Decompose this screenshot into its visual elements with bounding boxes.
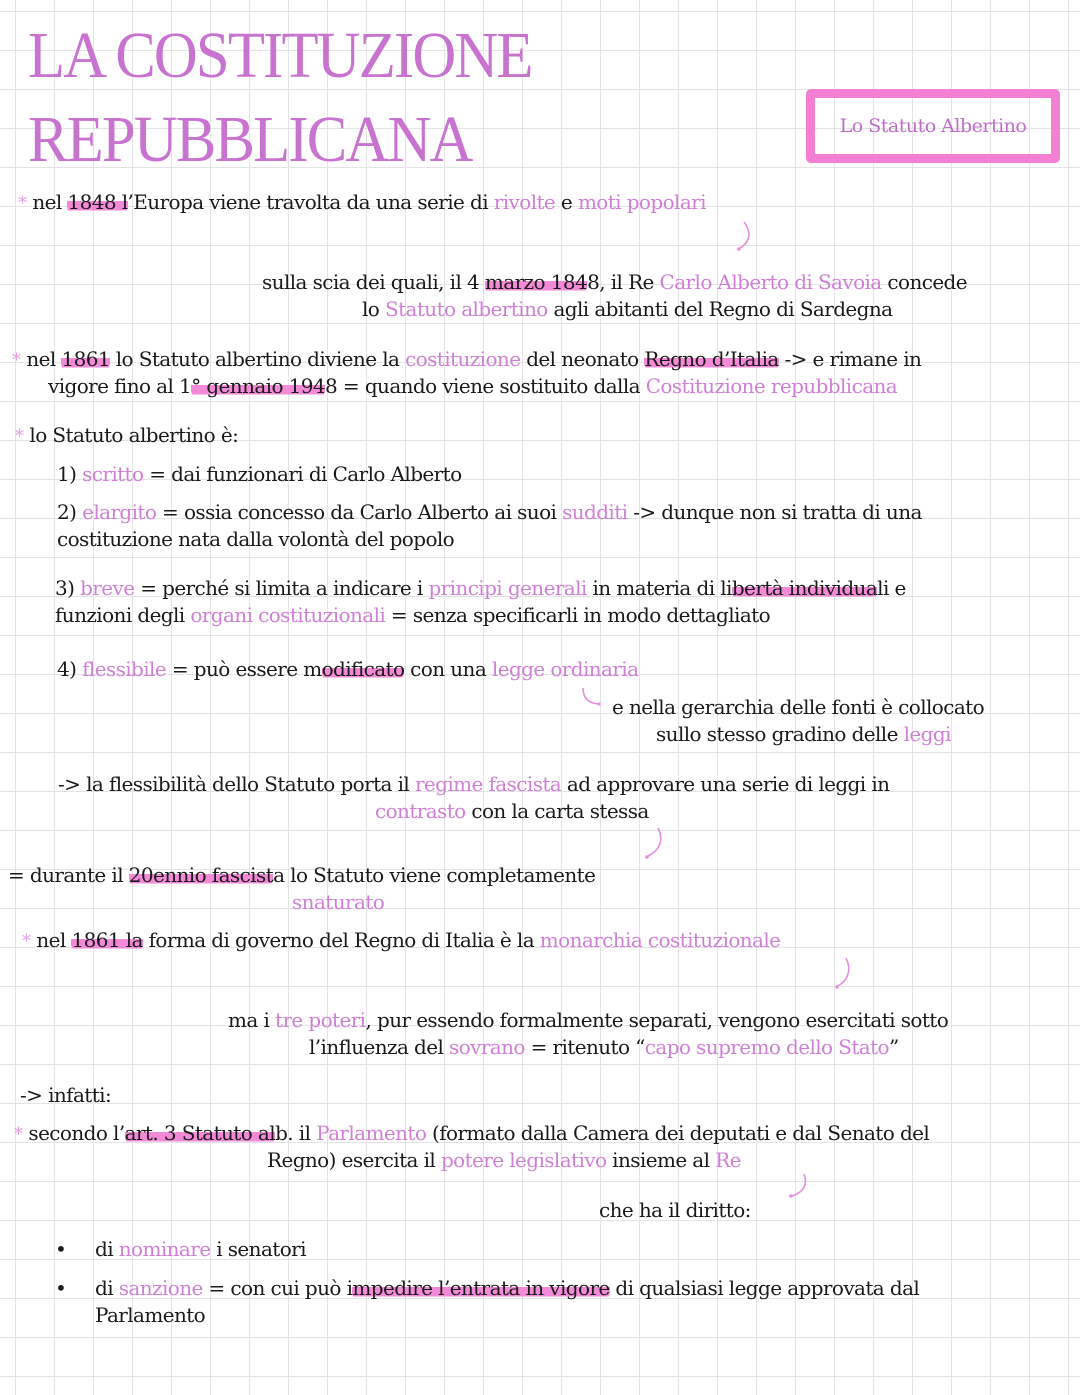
keyword: monarchia costituzionale bbox=[539, 928, 781, 952]
keyword: scritto bbox=[82, 462, 144, 486]
topic-tag-label: Lo Statuto Albertino bbox=[839, 115, 1027, 137]
keyword: Carlo Alberto di Savoia bbox=[659, 270, 882, 294]
keyword: leggi bbox=[903, 722, 951, 746]
asterisk-icon: * bbox=[18, 193, 27, 214]
asterisk-icon: * bbox=[12, 350, 21, 371]
highlight: 1848 l bbox=[67, 190, 128, 214]
feature-item-2-line-2: costituzione nata dalla volontà del popolo bbox=[57, 527, 455, 551]
keyword: moti popolari bbox=[577, 190, 706, 214]
highlight: ° gennaio 194 bbox=[191, 374, 326, 398]
keyword: Re bbox=[715, 1148, 741, 1172]
keyword: Costituzione repubblicana bbox=[645, 374, 898, 398]
note-tre-poteri-line-2: l’influenza del sovrano = ritenuto “capo supremo dello Stato” bbox=[309, 1035, 899, 1059]
title-line-2: REPUBBLICANA bbox=[28, 103, 472, 176]
note-1861-line-2: vigore fino al 1° gennaio 1948 = quando viene sostituito dalla Costituzione repubblicana bbox=[48, 374, 898, 398]
note-monarchia: * nel 1861 la forma di governo del Regno di Italia è la monarchia costituzionale bbox=[22, 928, 781, 952]
topic-tag bbox=[806, 89, 1060, 163]
feature-item-4: 4) flessibile = può essere modificato con una legge ordinaria bbox=[57, 657, 639, 681]
note-diritto: che ha il diritto: bbox=[599, 1198, 751, 1222]
asterisk-icon: * bbox=[15, 426, 24, 447]
keyword: rivolte bbox=[493, 190, 556, 214]
keyword: flessibile bbox=[82, 657, 167, 681]
keyword: legge ordinaria bbox=[491, 657, 639, 681]
curved-arrow-icon bbox=[730, 218, 760, 258]
feature-item-3-line-2: funzioni degli organi costituzionali = senza specificarli in modo dettagliato bbox=[55, 603, 771, 627]
feature-item-4-sub-2: sullo stesso gradino delle leggi bbox=[656, 722, 951, 746]
bullet-item-nominare: • di nominare i senatori bbox=[55, 1237, 306, 1261]
keyword: organi costituzionali bbox=[190, 603, 386, 627]
keyword: potere legislativo bbox=[440, 1148, 607, 1172]
keyword: breve bbox=[80, 576, 135, 600]
note-statuto-concesso: sulla scia dei quali, il 4 marzo 1848, il Re Carlo Alberto di Savoia concede bbox=[262, 270, 967, 294]
keyword-snaturato: snaturato bbox=[292, 890, 385, 914]
bullet-icon: • bbox=[55, 1237, 67, 1261]
note-1848-line: * nel 1848 l’Europa viene travolta da una serie di rivolte e moti popolari bbox=[18, 190, 706, 214]
note-infatti: -> infatti: bbox=[20, 1083, 112, 1107]
note-1861-line: * nel 1861 lo Statuto albertino diviene la costituzione del neonato Regno d’Italia -> e rimane in bbox=[12, 347, 922, 371]
highlight: marzo 184 bbox=[484, 270, 588, 294]
page-title bbox=[28, 16, 532, 180]
keyword: Statuto albertino bbox=[385, 297, 548, 321]
highlight: bertà individua bbox=[731, 576, 878, 600]
note-art3-line-2: Regno) esercita il potere legislativo insieme al Re bbox=[267, 1148, 741, 1172]
curved-arrow-icon bbox=[578, 686, 608, 716]
highlight: odificato bbox=[321, 657, 405, 681]
keyword: capo supremo dello Stato bbox=[644, 1035, 890, 1059]
note-flessibilita: -> la flessibilità dello Statuto porta il regime fascista ad approvare una serie di leggi in bbox=[58, 772, 890, 796]
note-flessibilita-line-2: contrasto con la carta stessa bbox=[375, 799, 649, 823]
keyword: tre poteri bbox=[275, 1008, 366, 1032]
bullet-item-sanzione-line-2: Parlamento bbox=[95, 1303, 206, 1327]
curved-arrow-icon bbox=[640, 826, 670, 866]
asterisk-icon: * bbox=[22, 931, 31, 952]
keyword: principi generali bbox=[428, 576, 587, 600]
curved-arrow-icon bbox=[826, 956, 856, 996]
keyword: sovrano bbox=[449, 1035, 525, 1059]
keyword: contrasto bbox=[375, 799, 466, 823]
highlight: 1861 la bbox=[71, 928, 143, 952]
highlight: mpedire l’entrata in vigore bbox=[352, 1276, 610, 1300]
keyword: sanzione bbox=[118, 1276, 203, 1300]
bullet-item-sanzione: • di sanzione = con cui può impedire l’entrata in vigore di qualsiasi legge approvata dal bbox=[55, 1276, 920, 1300]
asterisk-icon: * bbox=[14, 1124, 23, 1145]
keyword: regime fascista bbox=[414, 772, 562, 796]
note-statuto-concesso-2: lo Statuto albertino agli abitanti del Regno di Sardegna bbox=[362, 297, 893, 321]
bullet-icon: • bbox=[55, 1276, 67, 1300]
note-tre-poteri: ma i tre poteri, pur essendo formalmente separati, vengono esercitati sotto bbox=[228, 1008, 949, 1032]
title-line-1: LA COSTITUZIONE bbox=[28, 19, 532, 92]
feature-item-2: 2) elargito = ossia concesso da Carlo Alberto ai suoi sudditi -> dunque non si tratta di una bbox=[57, 500, 922, 524]
highlight: art. 3 Statuto al bbox=[124, 1121, 276, 1145]
note-ventennio: = durante il 20ennio fascista lo Statuto viene completamente bbox=[8, 863, 596, 887]
feature-item-3: 3) breve = perché si limita a indicare i principi generali in materia di libertà individuali e bbox=[55, 576, 906, 600]
keyword: nominare bbox=[118, 1237, 211, 1261]
feature-item-1: 1) scritto = dai funzionari di Carlo Alberto bbox=[57, 462, 462, 486]
highlight: 20ennio fascist bbox=[128, 863, 274, 887]
note-statuto-features-intro: * lo Statuto albertino è: bbox=[15, 423, 239, 447]
feature-item-4-sub-1: e nella gerarchia delle fonti è collocato bbox=[612, 695, 985, 719]
highlight: Regno d’Italia bbox=[644, 347, 779, 371]
keyword: costituzione bbox=[405, 347, 521, 371]
keyword: sudditi bbox=[562, 500, 628, 524]
highlight: 1861 bbox=[61, 347, 110, 371]
keyword: Parlamento bbox=[316, 1121, 427, 1145]
curved-arrow-icon bbox=[786, 1172, 816, 1212]
keyword: elargito bbox=[82, 500, 157, 524]
note-art3: * secondo l’art. 3 Statuto alb. il Parlamento (formato dalla Camera dei deputati e dal Senato del bbox=[14, 1121, 930, 1145]
